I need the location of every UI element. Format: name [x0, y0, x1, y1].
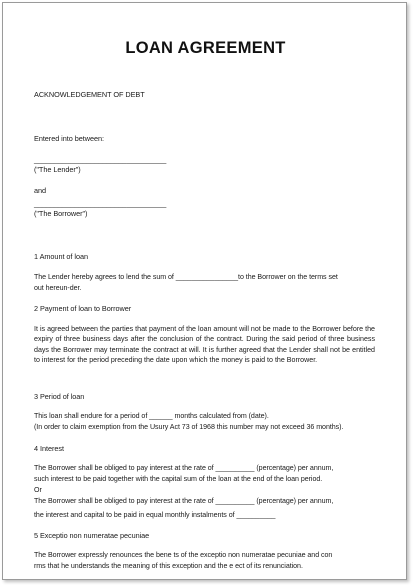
section-1-line-2: out hereun-der.	[34, 284, 82, 292]
section-2-heading: 2 Payment of loan to Borrower	[34, 304, 132, 313]
lender-blank-line: _________________________________	[34, 155, 167, 164]
section-4-line-4: the interest and capital to be paid in equal monthly instalments of __________	[34, 511, 276, 519]
section-2-paragraph: It is agreed between the parties that payment of the loan amount will not be made to the Borrower before the expiry of three business days after the conclusion of the contract. During the said period of three business days the Borrower may terminate the contract at will. It is further agreed that the Lender shall not be entitled to interest for the period preceding the date upon which the money is paid to the Borrower.	[34, 325, 375, 365]
section-5-line-1: The Borrower expressly renounces the bene ts of the exceptio non numeratae pecuniae and con	[34, 551, 333, 559]
borrower-blank-line: _________________________________	[34, 199, 167, 208]
lender-label: ("The Lender")	[34, 165, 81, 174]
section-4-line-2: such interest to be paid together with the capital sum of the loan at the end of the loan period.	[34, 475, 323, 483]
section-4-or: Or	[34, 486, 42, 494]
section-1-line-1: The Lender hereby agrees to lend the sum of ________________to the Borrower on the terms set	[34, 273, 338, 281]
section-5-line-2: rms that he understands the meaning of this exception and the e ect of its renunciation.	[34, 562, 303, 570]
section-4-line-3: The Borrower shall be obliged to pay interest at the rate of __________ (percentage) per annum,	[34, 497, 334, 505]
section-4-line-1: The Borrower shall be obliged to pay interest at the rate of __________ (percentage) per annum,	[34, 464, 334, 472]
document-page	[2, 2, 407, 580]
section-3-heading: 3 Period of loan	[34, 392, 85, 401]
entered-into-label: Entered into between:	[34, 134, 104, 143]
borrower-label: ("The Borrower")	[34, 209, 88, 218]
section-5-heading: 5 Exceptio non numeratae pecuniae	[34, 531, 150, 540]
section-3-line-1: This loan shall endure for a period of ______ months calculated from (date).	[34, 412, 269, 420]
document-title: LOAN AGREEMENT	[125, 39, 286, 57]
section-3-line-2: (In order to claim exemption from the Usury Act 73 of 1968 this number may not exceed 36 months).	[34, 423, 344, 431]
and-label: and	[34, 186, 47, 195]
section-4-heading: 4 Interest	[34, 444, 64, 453]
section-1-heading: 1 Amount of loan	[34, 252, 88, 261]
subtitle: ACKNOWLEDGEMENT OF DEBT	[34, 90, 145, 99]
